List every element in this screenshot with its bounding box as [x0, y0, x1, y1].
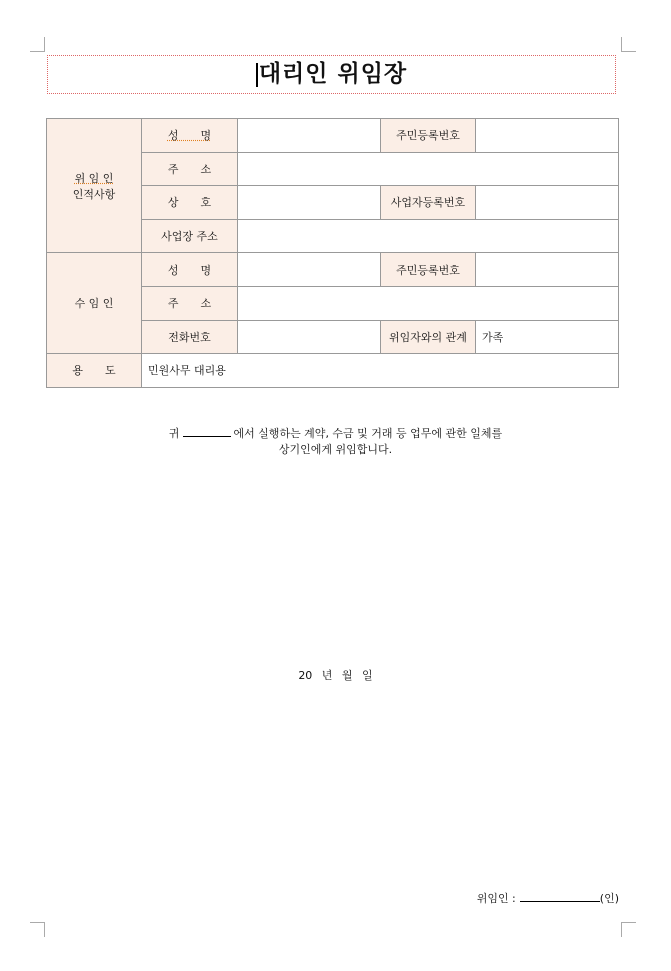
label-phone: 전화번호: [142, 320, 238, 354]
label-resident-no: 주민등록번호: [381, 119, 476, 153]
delegation-table: [46, 118, 619, 388]
business-no-cell[interactable]: [476, 186, 619, 220]
label-business-address: 사업장 주소: [142, 219, 238, 253]
label-relation: 위임자와의 관계: [381, 320, 476, 354]
signature-blank[interactable]: [520, 891, 600, 902]
phone-cell[interactable]: [238, 320, 381, 354]
seal-mark: (인): [599, 892, 619, 905]
text-cursor: [256, 63, 258, 87]
delegator-resident-no-cell[interactable]: [476, 119, 619, 153]
recipient-blank[interactable]: [183, 426, 231, 437]
label-address: 주 소: [142, 152, 238, 186]
delegatee-name-cell[interactable]: [238, 253, 381, 287]
date-line: 20 년 월 일: [298, 669, 373, 682]
page-corner-mark: [30, 37, 45, 52]
business-address-cell[interactable]: [238, 219, 619, 253]
label-resident-no: 주민등록번호: [381, 253, 476, 287]
statement-prefix: 귀: [168, 427, 180, 440]
delegatee-header: 수 임 인: [47, 253, 142, 354]
delegator-header: 위 임 인 인적사항: [47, 119, 142, 253]
signature-label: 위임인 :: [476, 892, 516, 905]
page-corner-mark: [621, 37, 636, 52]
label-company: 상 호: [142, 186, 238, 220]
label-address: 주 소: [142, 286, 238, 320]
title-field[interactable]: [47, 55, 616, 94]
document-title: 대리인 위임장: [258, 61, 408, 87]
purpose-cell[interactable]: 민원사무 대리용: [142, 354, 619, 388]
delegatee-address-cell[interactable]: [238, 286, 619, 320]
page-corner-mark: [621, 922, 636, 937]
page-corner-mark: [30, 922, 45, 937]
delegatee-resident-no-cell[interactable]: [476, 253, 619, 287]
delegator-address-cell[interactable]: [238, 152, 619, 186]
statement-line1: 에서 실행하는 계약, 수금 및 거래 등 업무에 관한 일체를: [233, 427, 503, 440]
company-cell[interactable]: [238, 186, 381, 220]
relation-cell[interactable]: 가족: [476, 320, 619, 354]
delegator-name-cell[interactable]: [238, 119, 381, 153]
statement-line2: 상기인에게 위임합니다.: [278, 443, 393, 456]
delegation-statement: [0, 426, 671, 458]
label-purpose: 용 도: [47, 354, 142, 388]
label-business-no: 사업자등록번호: [381, 186, 476, 220]
label-name: 성 명: [142, 119, 238, 153]
signature-line: [477, 890, 619, 906]
label-name: 성 명: [142, 253, 238, 287]
